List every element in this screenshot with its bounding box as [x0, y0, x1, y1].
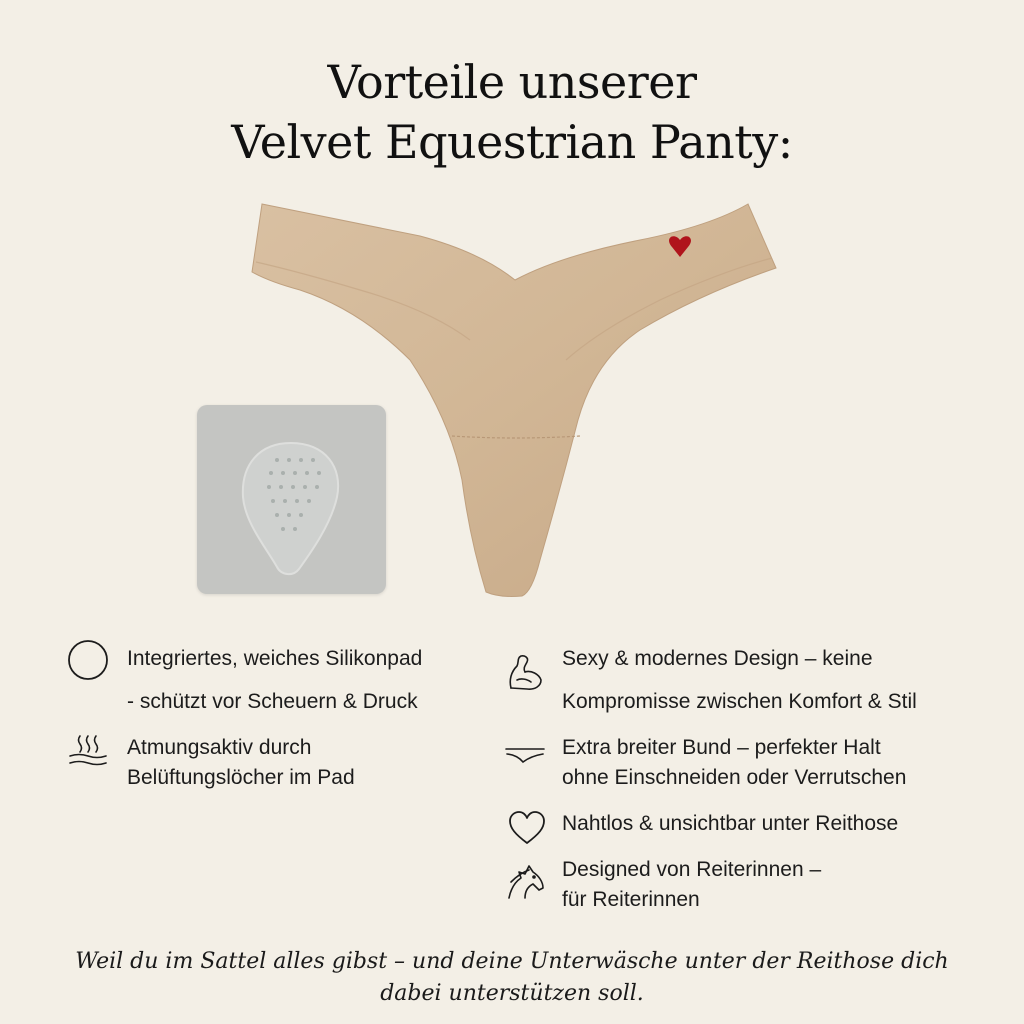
- feature-line: Extra breiter Bund – perfekter Halt: [562, 736, 881, 759]
- title-line-1: Vorteile unserer: [327, 55, 697, 109]
- feature-designed-by-riders: [562, 855, 821, 915]
- feature-line: Kompromisse zwischen Komfort & Stil: [562, 690, 917, 713]
- feature-line: - schützt vor Scheuern & Druck: [127, 690, 418, 713]
- tagline-line-1: Weil du im Sattel alles gibst – und deine Unterwäsche unter der Reithose dich: [75, 949, 949, 974]
- feature-line: Sexy & modernes Design – keine: [562, 647, 873, 670]
- circle-icon: [66, 638, 110, 682]
- feature-seamless: [562, 809, 898, 839]
- tagline-line-2: dabei unterstützen soll.: [380, 981, 644, 1006]
- waistband-icon: [503, 736, 547, 780]
- feature-line: Designed von Reiterinnen –: [562, 858, 822, 881]
- horse-head-icon: [503, 858, 547, 902]
- feature-line: Integriertes, weiches Silikonpad: [127, 647, 423, 670]
- feature-line: für Reiterinnen: [562, 888, 700, 911]
- feature-line: Belüftungslöcher im Pad: [127, 766, 355, 789]
- feature-line: ohne Einschneiden oder Verrutschen: [562, 766, 907, 789]
- feature-silicone-pad: [127, 644, 422, 717]
- feature-waistband: [562, 733, 906, 793]
- title-line-2: Velvet Equestrian Panty:: [231, 115, 793, 169]
- silicone-pad-image: [197, 405, 386, 594]
- heat-waves-icon: [66, 730, 110, 774]
- tagline: [40, 946, 984, 1010]
- feature-breathable: [127, 733, 355, 793]
- feature-design: [562, 644, 917, 717]
- feature-line: Nahtlos & unsichtbar unter Reithose: [562, 812, 899, 835]
- flexed-arm-icon: [503, 650, 547, 694]
- heart-icon: [505, 806, 549, 850]
- feature-line: Atmungsaktiv durch: [127, 736, 312, 759]
